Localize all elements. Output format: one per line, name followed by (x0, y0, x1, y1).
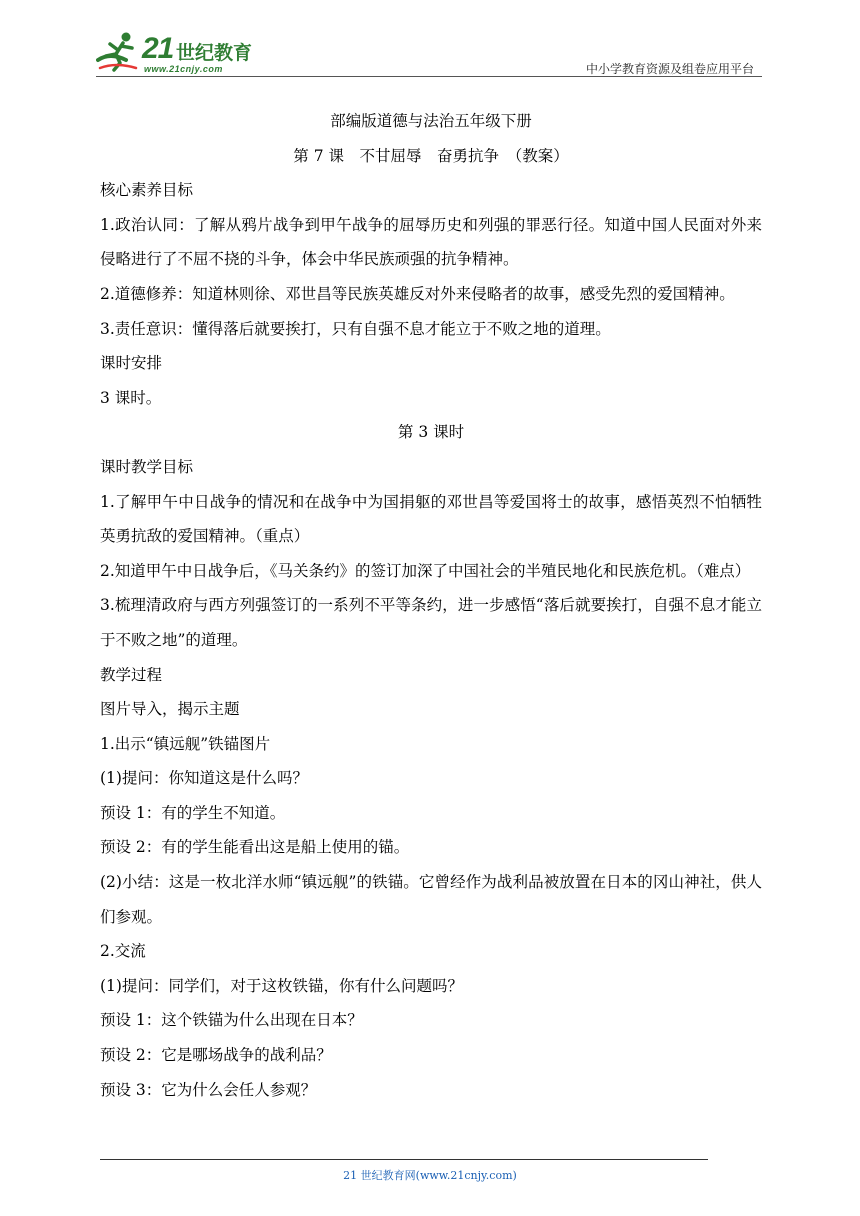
document-body (100, 104, 762, 1107)
paragraph: 预设 2：它是哪场战争的战利品？ (100, 1046, 332, 1065)
logo-text: 世纪教育 (176, 42, 253, 64)
paragraph: (2)小结：这是一枚北洋水师“镇远舰”的铁锚。它曾经作为战利品被放置在日本的冈山神社，供人们参观。 (100, 873, 762, 926)
header-divider (96, 76, 762, 77)
heading-schedule: 课时安排 (100, 354, 163, 373)
paragraph: 预设 1：有的学生不知道。 (100, 803, 286, 822)
section-title: 第 3 课时 (397, 423, 465, 442)
platform-tagline: 中小学教育资源及组卷应用平台 (585, 62, 754, 76)
paragraph: (1)提问：同学们，对于这枚铁锚，你有什么问题吗？ (100, 976, 463, 995)
paragraph: 2.道德修养：知道林则徐、邓世昌等民族英雄反对外来侵略者的故事，感受先烈的爱国精神。 (100, 284, 735, 303)
paragraph: 预设 2：有的学生能看出这是船上使用的锚。 (100, 838, 410, 857)
paragraph: 2.交流 (100, 942, 146, 961)
document-subtitle: 第 7 课 不甘屈辱 奋勇抗争 （教案） (293, 146, 569, 165)
footer-divider (100, 1159, 708, 1160)
paragraph: 3.梳理清政府与西方列强签订的一系列不平等条约，进一步感悟“落后就要挨打，自强不息才能立于不败之地”的道理。 (100, 596, 762, 649)
paragraph: 预设 1：这个铁锚为什么出现在日本？ (100, 1011, 363, 1030)
heading-process: 教学过程 (100, 665, 163, 684)
paragraph: (1)提问：你知道这是什么吗？ (100, 769, 308, 788)
page-header (96, 28, 760, 80)
site-logo[interactable] (96, 30, 266, 76)
logo-url: www.21cnjy.com (144, 64, 223, 74)
paragraph: 3.责任意识：懂得落后就要挨打，只有自强不息才能立于不败之地的道理。 (100, 319, 611, 338)
paragraph: 1.出示“镇远舰”铁锚图片 (100, 734, 271, 753)
paragraph: 1.了解甲午中日战争的情况和在战争中为国捐躯的邓世昌等爱国将士的故事，感悟英烈不怕牺牲英勇抗敌的爱国精神。（重点） (100, 492, 762, 546)
paragraph: 预设 3：它为什么会任人参观？ (100, 1080, 317, 1099)
document-title: 部编版道德与法治五年级下册 (330, 112, 532, 130)
running-figure-icon (96, 30, 142, 74)
paragraph: 1.政治认同：了解从鸦片战争到甲午战争的屈辱历史和列强的罪恶行径。知道中国人民面对外来侵略进行了不屈不挠的斗争，体会中华民族顽强的抗争精神。 (100, 215, 762, 269)
heading-lesson-goals: 课时教学目标 (100, 457, 194, 476)
subheading: 图片导入，揭示主题 (100, 700, 240, 719)
footer-link[interactable]: 21 世纪教育网(www.21cnjy.com) (343, 1169, 517, 1182)
heading-core-goals: 核心素养目标 (100, 181, 194, 200)
paragraph: 3 课时。 (100, 388, 162, 407)
paragraph: 2.知道甲午中日战争后，《马关条约》的签订加深了中国社会的半殖民地化和民族危机。（难点） (100, 561, 751, 580)
logo-number: 21 (142, 32, 174, 65)
